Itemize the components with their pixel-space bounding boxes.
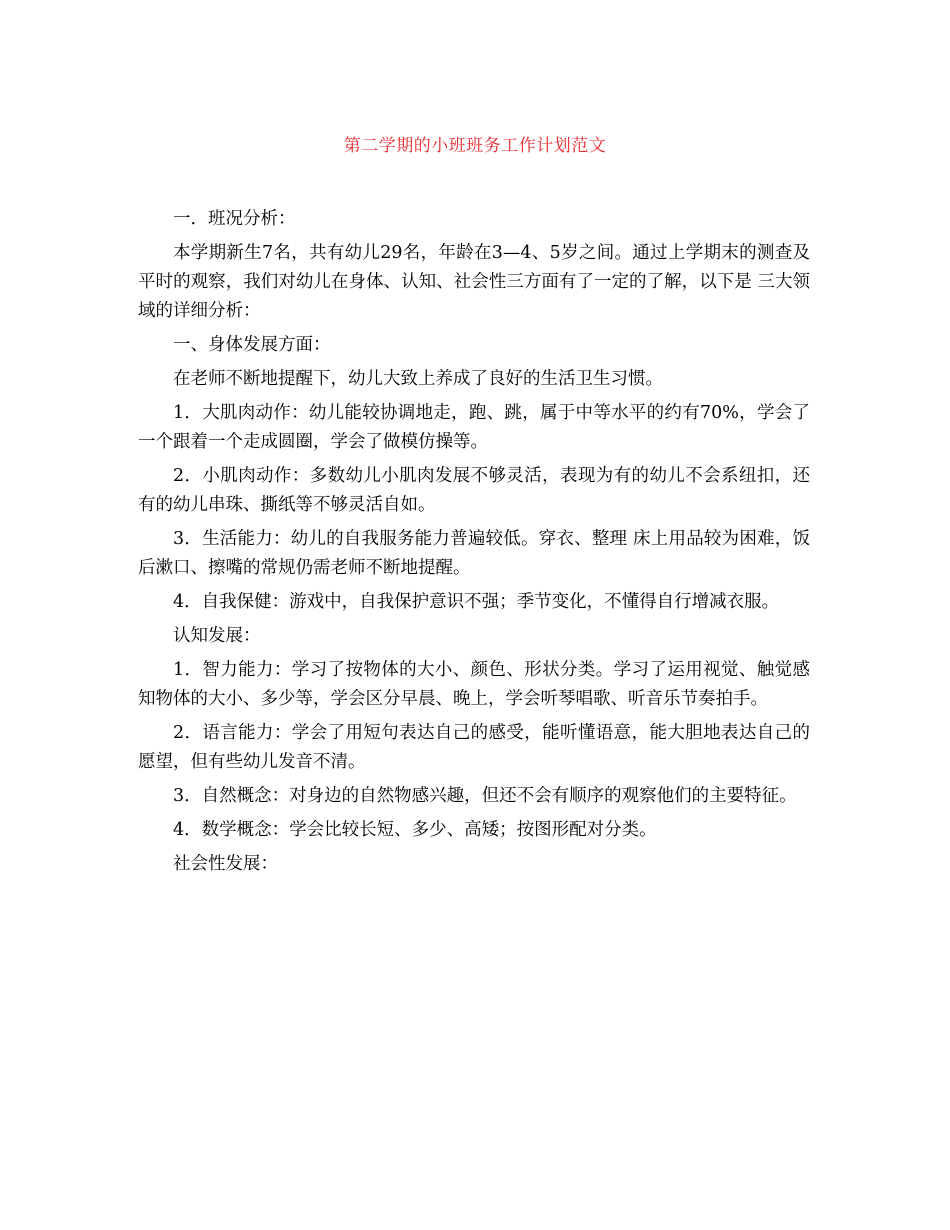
heading-cognitive-development: 认知发展：: [173, 626, 261, 646]
paragraph-life-skills: 3．生活能力：幼儿的自我服务能力普遍较低。穿衣、整理 床上用品较为困难，饭后漱口、擦嘴的常规仍需老师不断地提醒。: [138, 529, 810, 578]
paragraph-gross-motor: 1．大肌肉动作：幼儿能较协调地走，跑、跳，属于中等水平的约有70%，学会了一个跟着一个走成圆圈，学会了做模仿操等。: [138, 403, 810, 452]
heading-social-development: 社会性发展：: [173, 854, 278, 874]
paragraph-intro: 本学期新生7名，共有幼儿29名，年龄在3—4、5岁之间。通过上学期末的测查及平时的观察，我们对幼儿在身体、认知、社会性三方面有了一定的了解，以下是 三大领域的详细分析：: [138, 243, 810, 321]
paragraph-self-care: 4．自我保健：游戏中，自我保护意识不强；季节变化，不懂得自行增减衣服。: [173, 592, 780, 612]
paragraph-hygiene: 在老师不断地提醒下，幼儿大致上养成了良好的生活卫生习惯。: [173, 369, 663, 389]
paragraph-math: 4．数学概念：学会比较长短、多少、高矮；按图形配对分类。: [173, 820, 657, 840]
heading-physical-development: 一、身体发展方面：: [173, 335, 331, 355]
heading-class-analysis: 一．班况分析：: [173, 209, 296, 229]
paragraph-fine-motor: 2．小肌肉动作：多数幼儿小肌肉发展不够灵活，表现为有的幼儿不会系纽扣，还有的幼儿串珠、撕纸等不够灵活自如。: [138, 466, 810, 515]
document-body: [138, 205, 810, 884]
paragraph-nature: 3．自然概念：对身边的自然物感兴趣，但还不会有顺序的观察他们的主要特征。: [173, 786, 797, 806]
paragraph-language: 2．语言能力：学会了用短句表达自己的感受，能听懂语意，能大胆地表达自己的愿望，但有些幼儿发音不清。: [138, 723, 810, 772]
document-title: 第二学期的小班班务工作计划范文: [343, 136, 607, 156]
paragraph-intellectual: 1．智力能力：学习了按物体的大小、颜色、形状分类。学习了运用视觉、触觉感知物体的大小、多少等，学会区分早晨、晚上，学会听琴唱歌、听音乐节奏拍手。: [138, 660, 810, 709]
